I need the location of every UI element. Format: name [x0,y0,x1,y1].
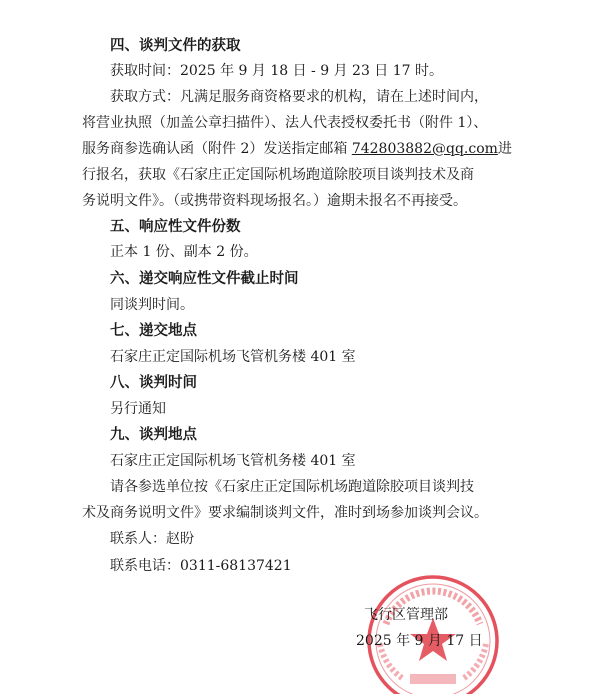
deadline-text: 同谈判时间。 [110,297,194,313]
negotiation-location: 石家庄正定国际机场飞管机务楼 401 室 [110,453,356,469]
section-7-heading: 七、递交地点 [110,323,197,339]
acquisition-method-line-5: 务说明文件》。（或携带资料现场报名。）逾期未报名不再接受。 [82,193,467,209]
contact-person: 联系人：赵盼 [110,531,194,547]
signing-date: 2025 年 9 月 17 日 [356,633,483,649]
section-5-heading: 五、响应性文件份数 [110,219,241,235]
acquisition-method-line-4: 行报名，获取《石家庄正定国际机场跑道除胶项目谈判技术及商 [82,167,474,183]
copies-text: 正本 1 份、副本 2 份。 [110,244,258,260]
section-8-heading: 八、谈判时间 [110,375,197,391]
email-link[interactable]: 742803882@qq.com [351,141,498,157]
acquisition-time: 获取时间：2025 年 9 月 18 日 - 9 月 23 日 17 时。 [110,63,444,79]
section-4-heading: 四、谈判文件的获取 [110,38,241,54]
acquisition-method-line-1: 获取方式：凡满足服务商资格要求的机构，请在上述时间内， [110,89,488,105]
official-seal [358,566,508,694]
section-9-heading: 九、谈判地点 [110,427,197,443]
closing-line-2: 术及商务说明文件》要求编制谈判文件，准时到场参加谈判会议。 [82,505,488,521]
signing-organization: 飞行区管理部 [364,607,448,623]
section-6-heading: 六、递交响应性文件截止时间 [110,271,299,287]
acquisition-method-line-3 [82,140,562,158]
acquisition-method-line-2: 将营业执照（加盖公章扫描件）、法人代表授权委托书（附件 1）、 [82,115,488,131]
closing-line-1: 请各参选单位按《石家庄正定国际机场跑道除胶项目谈判技 [110,479,474,495]
acquisition-method-line-3-text: 服务商参选确认函（附件 2）发送指定邮箱 [82,141,352,157]
acquisition-method-line-3-tail: 进 [497,141,512,157]
negotiation-time: 另行通知 [110,401,166,417]
contact-phone: 联系电话：0311-68137421 [110,558,292,574]
submission-location: 石家庄正定国际机场飞管机务楼 401 室 [110,349,356,365]
